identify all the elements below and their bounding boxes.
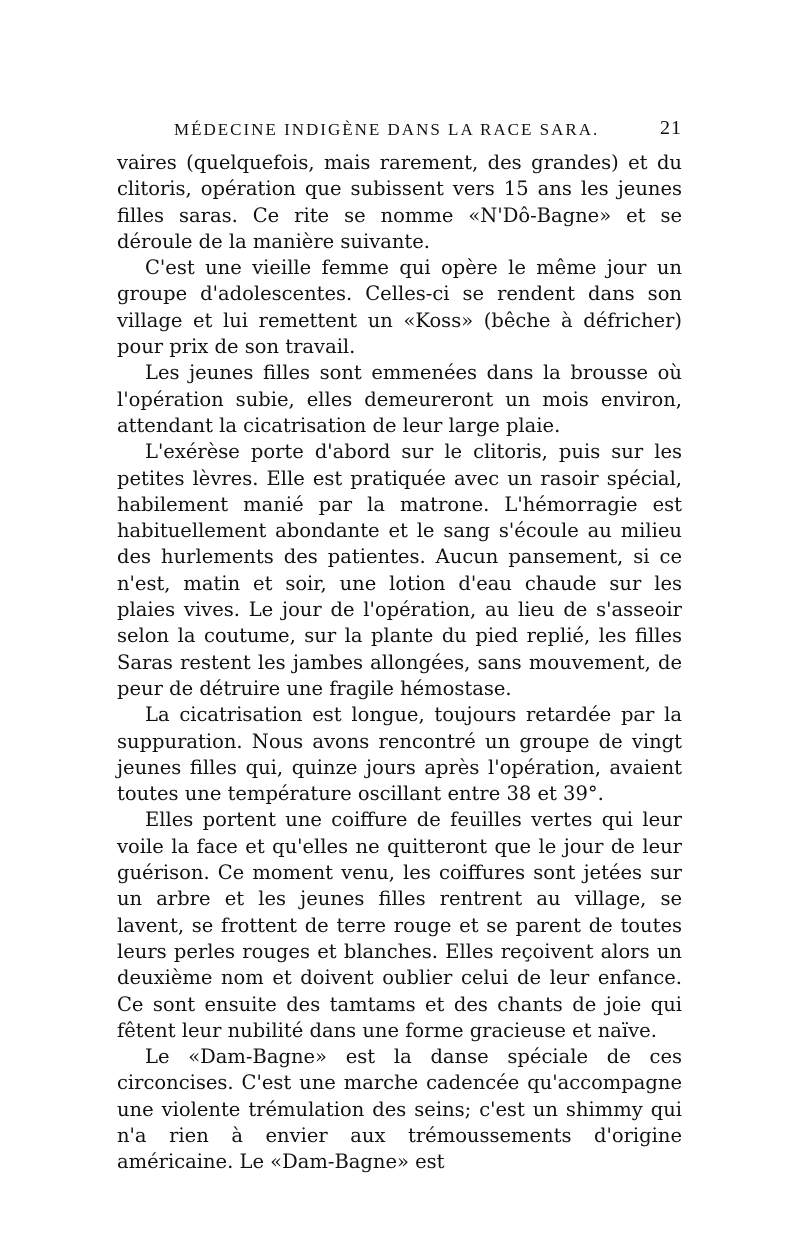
page-number: 21 — [660, 117, 682, 139]
paragraph-2: C'est une vieille femme qui opère le même jour un groupe d'adolescentes. Celles-ci se rendent dans son village et lui remettent un «Koss» (bêche à défricher) pour prix de son travail. — [117, 256, 682, 359]
paragraph-3: Les jeunes filles sont emmenées dans la brousse où l'opération subie, elles demeureront un mois environ, attendant la cicatrisation de leur large plaie. — [117, 361, 682, 437]
body-text — [117, 150, 682, 1176]
running-title: MÉDECINE INDIGÈNE DANS LA RACE SARA. — [174, 120, 600, 139]
paragraph-6: Elles portent une coiffure de feuilles vertes qui leur voile la face et qu'elles ne quitteront que le jour de leur guérison. Ce moment venu, les coiffures sont jetées sur un arbre et les jeunes filles rentrent au village, se lavent, se frottent de terre rouge et se parent de toutes leurs perles rouges et blanches. Elles reçoivent alors un deuxième nom et doivent oublier celui de leur enfance. Ce sont ensuite des tamtams et des chants de joie qui fêtent leur nubilité dans une forme gracieuse et naïve. — [117, 808, 682, 1042]
running-head — [117, 117, 682, 147]
paragraph-1: vaires (quelquefois, mais rarement, des grandes) et du clitoris, opération que subissent vers 15 ans les jeunes filles saras. Ce rite se nomme «N'Dô-Bagne» et se déroule de la manière suivante. — [117, 151, 682, 253]
paragraph-5: La cicatrisation est longue, toujours retardée par la suppuration. Nous avons rencontré un groupe de vingt jeunes filles qui, quinze jours après l'opération, avaient toutes une température oscillant entre 38 et 39°. — [117, 703, 682, 806]
paragraph-4: L'exérèse porte d'abord sur le clitoris, puis sur les petites lèvres. Elle est pratiquée avec un rasoir spécial, habilement manié par la matrone. L'hémorragie est habituellement abondante et le sang s'écoule au milieu des hurlements des patientes. Aucun pansement, si ce n'est, matin et soir, une lotion d'eau chaude sur les plaies vives. Le jour de l'opération, au lieu de s'asseoir selon la coutume, sur la plante du pied replié, les filles Saras restent les jambes allongées, sans mouvement, de peur de détruire une fragile hémostase. — [117, 440, 682, 700]
paragraph-7: Le «Dam-Bagne» est la danse spéciale de ces circoncises. C'est une marche cadencée qu'accompagne une violente trémulation des seins; c'est un shimmy qui n'a rien à envier aux trémoussements d'origine américaine. Le «Dam-Bagne» est — [117, 1045, 682, 1174]
